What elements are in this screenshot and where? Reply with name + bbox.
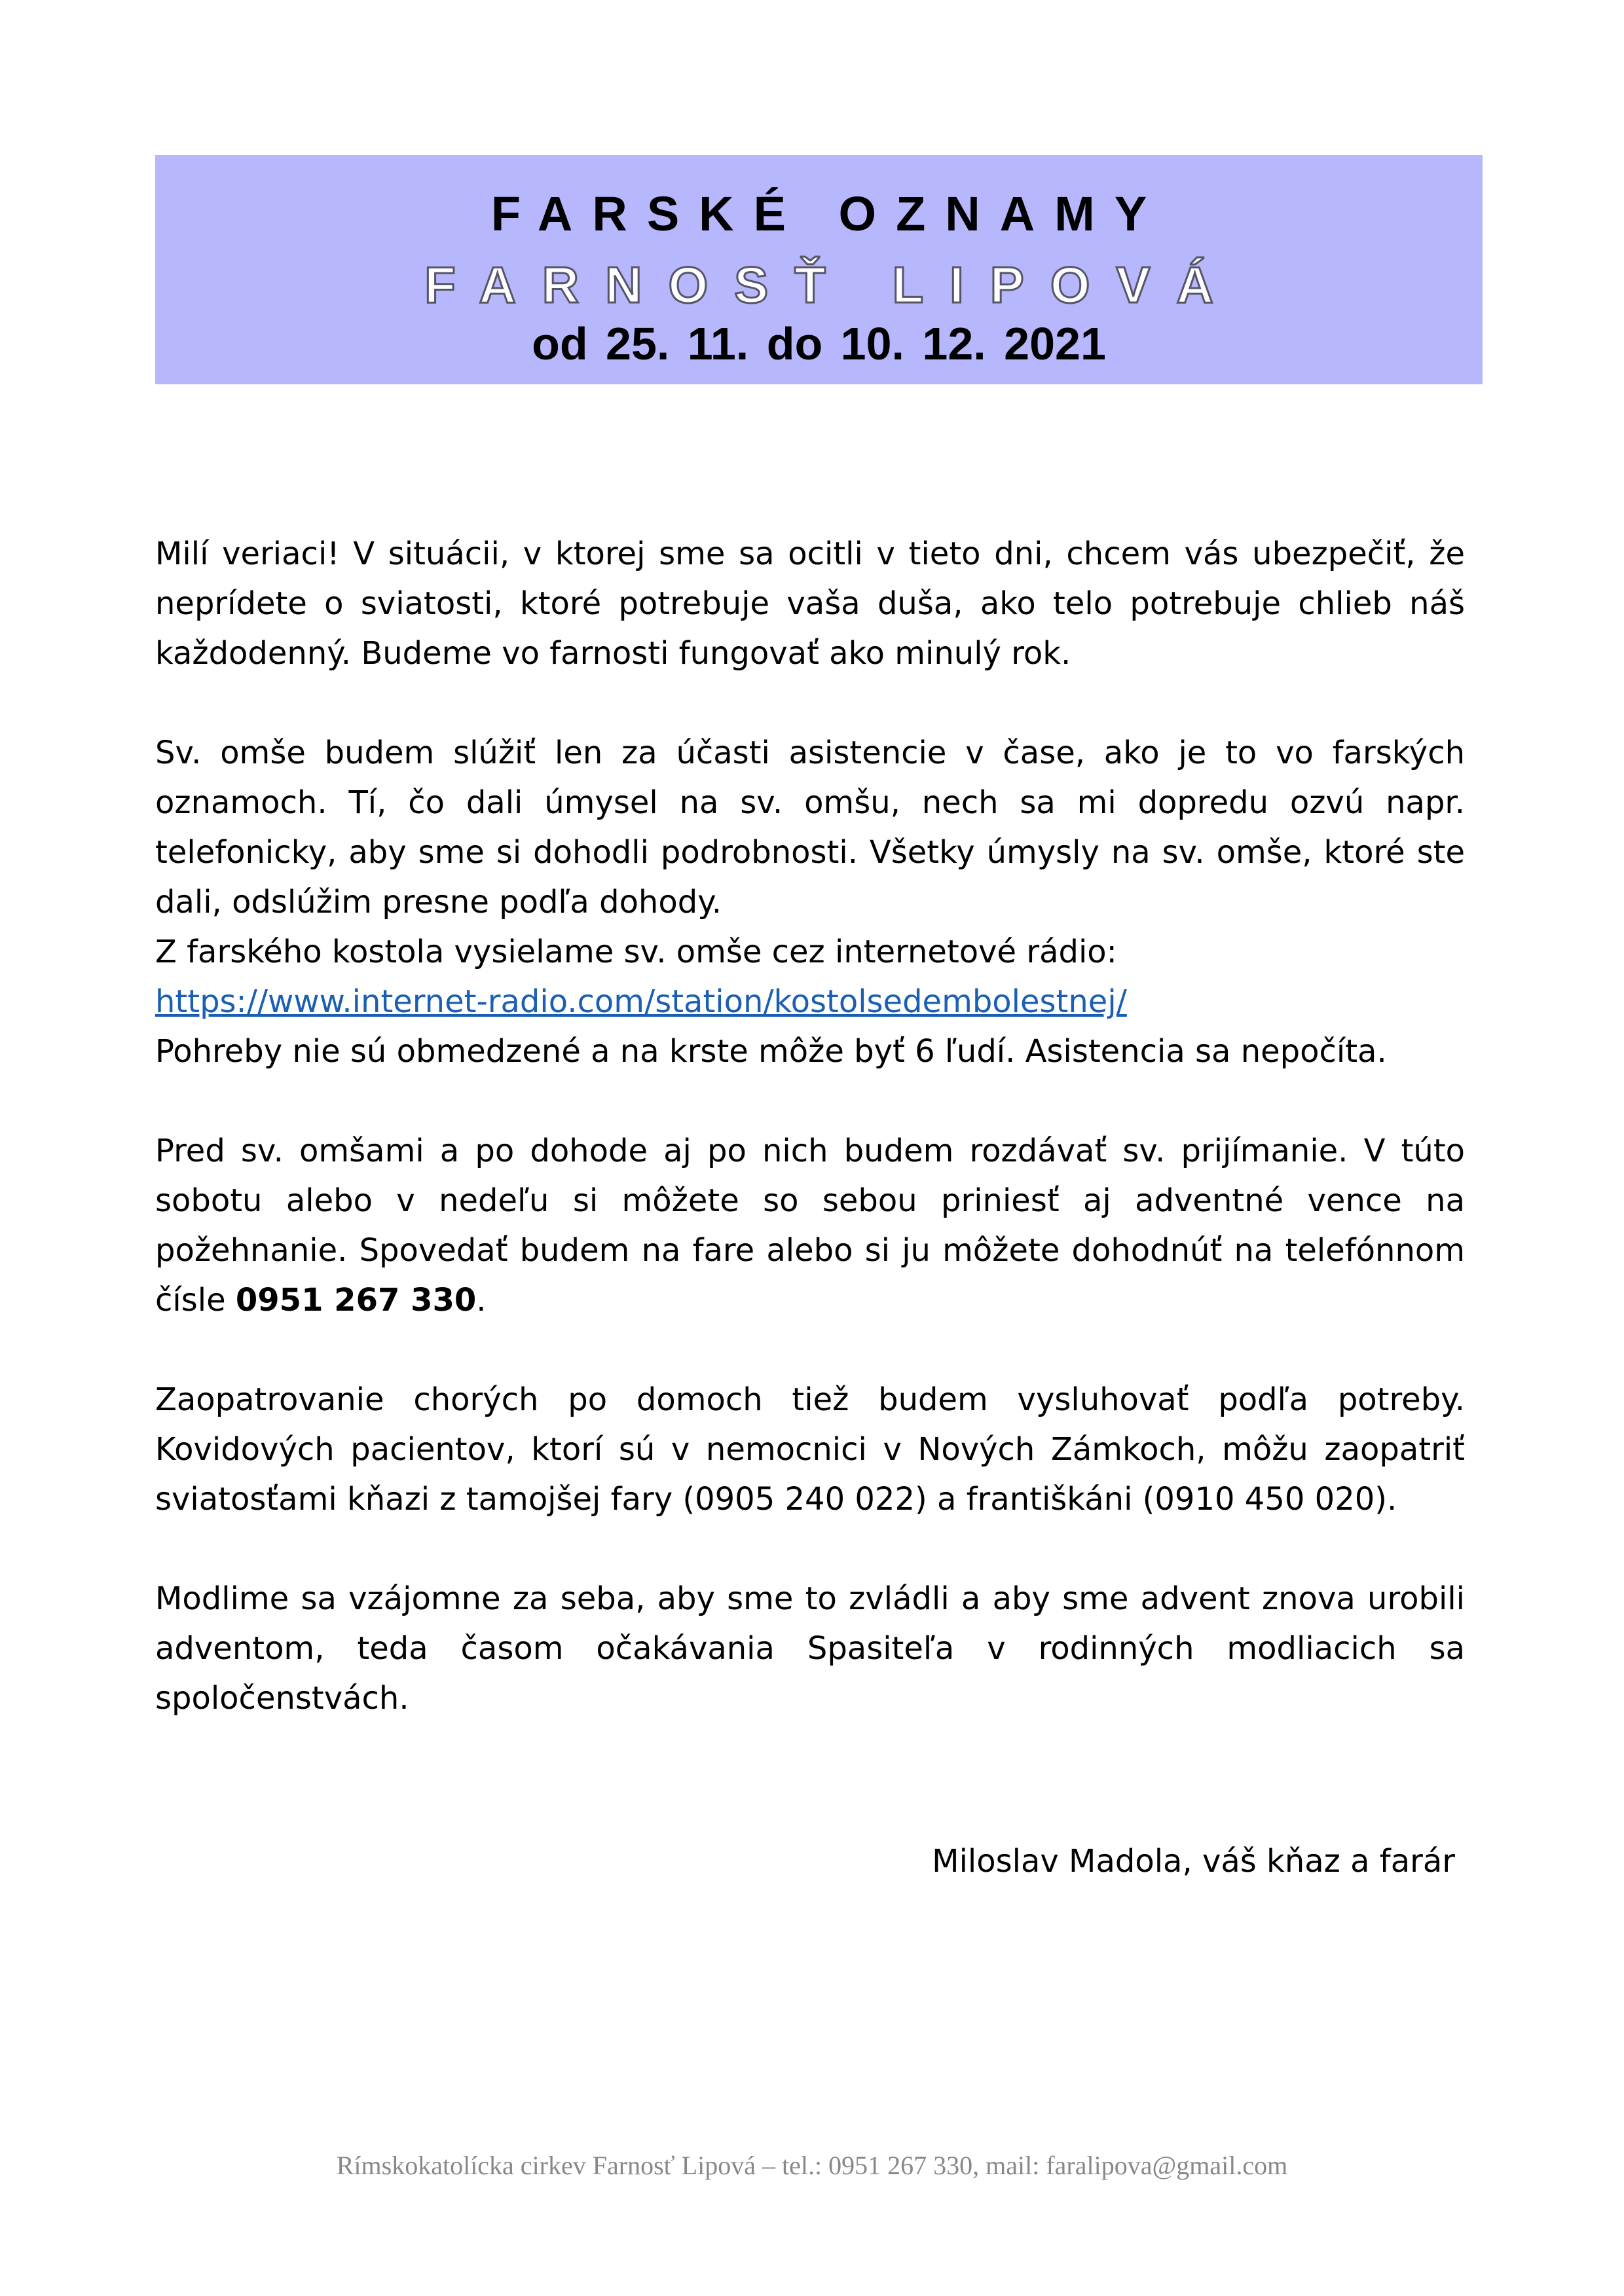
announcement-body [155,529,1465,1773]
signature: Miloslav Madola, váš kňaz a farár [932,1843,1455,1880]
communion-text: Pred sv. omšami a po dohode aj po nich budem rozdávať sv. prijímanie. V túto sobotu alebo v nedeľu si môžete so sebou priniesť aj adventné vence na požehnanie. Spovedať budem na fare alebo si ju môžete dohodnúť na telefónnom čísle [155,1133,1465,1319]
paragraph-masses: Sv. omše budem slúžiť len za účasti asistencie v čase, ako je to vo farských oznamoch. Tí, čo dali úmysel na sv. omšu, nech sa mi dopredu ozvú napr. telefonicky, aby sme si dohodli podrobnosti. Všetky úmysly na sv. omše, ktoré ste dali, odslúžim presne podľa dohody. [155,735,1465,920]
paragraph-prayer: Modlime sa vzájomne za seba, aby sme to zvládli a aby sme advent znova urobili adventom, teda časom očakávania Spasiteľa v rodinných modliacich sa spoločenstvách. [155,1580,1465,1717]
radio-link[interactable]: https://www.internet-radio.com/station/kostolsedembolestnej/ [155,983,1127,1020]
paragraph-sick: Zaopatrovanie chorých po domoch tiež budem vysluhovať podľa potreby. Kovidových pacientov, ktorí sú v nemocnici v Nových Zámkoch, môžu zaopatriť sviatosťami kňazi z tamojšej fary (0905 240 022) a františkáni (0910 450 020). [155,1381,1465,1518]
radio-link-line [155,977,1465,1027]
paragraph-radio-intro: Z farského kostola vysielame sv. omše cez internetové rádio: [155,934,1117,970]
date-range: od 25. 11. do 10. 12. 2021 [532,318,1106,369]
paragraph-greeting: Milí veriaci! V situácii, v ktorej sme sa ocitli v tieto dni, chcem vás ubezpečiť, že neprídete o sviatosti, ktoré potrebuje vaša duša, ako telo potrebuje chlieb náš každodenný. Budeme vo farnosti fungovať ako minulý rok. [155,536,1465,672]
footer-contact: Rímskokatolícka cirkev Farnosť Lipová – tel.: 0951 267 330, mail: faralipova@gmail.com [336,2151,1288,2180]
document-title: FARSKÉ OZNAMY [490,187,1167,241]
parish-name: FARNOSŤ LIPOVÁ [424,256,1240,314]
paragraph-funerals: Pohreby nie sú obmedzené a na krste môže byť 6 ľudí. Asistencia sa nepočíta. [155,1033,1387,1070]
paragraph-communion [155,1126,1465,1325]
phone-number: 0951 267 330 [235,1282,477,1319]
header-box [155,155,1483,384]
communion-end: . [476,1282,487,1319]
